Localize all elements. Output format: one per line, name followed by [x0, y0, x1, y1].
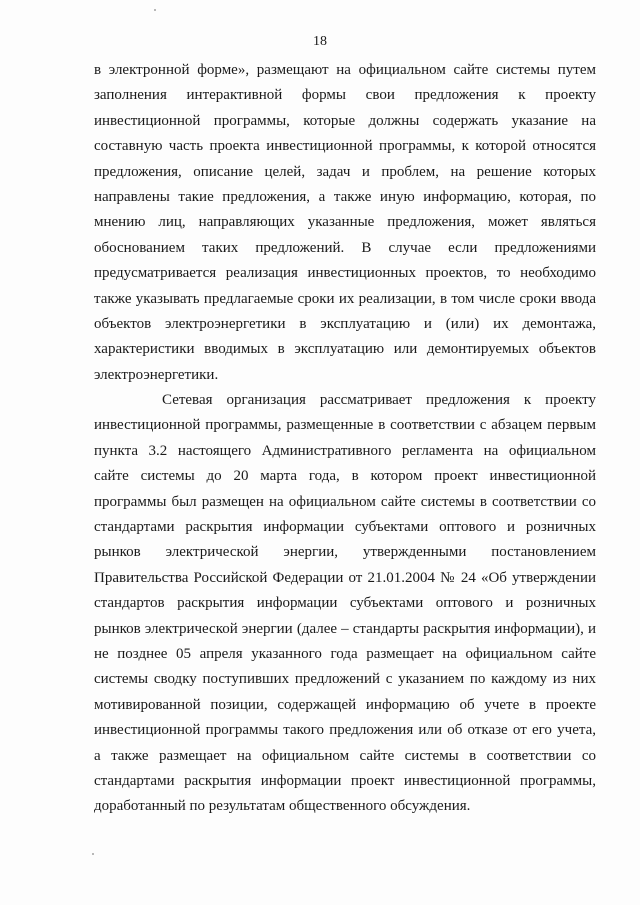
- text-line: в электронной форме», размещают на официальном сайте системы путем: [94, 62, 596, 78]
- paragraph-2: [94, 388, 596, 820]
- document-body: [94, 58, 596, 820]
- text-line: характеристики вводимых в эксплуатацию или демонтируемых объектов: [94, 341, 596, 358]
- text-line: заполнения интерактивной формы свои предложения к проекту: [94, 87, 596, 104]
- paragraph-1: [94, 58, 596, 388]
- text-line: стандартами раскрытия информации проект инвестиционной программы,: [94, 772, 596, 789]
- text-line: направлены такие предложения, а также иную информацию, которая, по: [94, 188, 596, 205]
- text-line: составную часть проекта инвестиционной программы, к которой относятся: [94, 138, 596, 155]
- text-line: стандартами раскрытия информации субъектами оптового и розничных: [94, 519, 596, 536]
- scan-speck: [154, 9, 156, 11]
- page-number: 18: [313, 34, 327, 49]
- text-line: также указывать предлагаемые сроки их реализации, в том числе сроки ввода: [94, 290, 596, 307]
- text-line: инвестиционной программы, размещенные в соответствии с абзацем первым: [94, 417, 596, 434]
- text-line: обоснованием таких предложений. В случае если предложениями: [94, 239, 596, 256]
- text-line: инвестиционной программы такого предложения или об отказе от его учета,: [94, 722, 596, 739]
- text-line: мнению лиц, направляющих указанные предложения, может являться: [94, 214, 596, 231]
- text-line: предусматривается реализация инвестиционных проектов, то необходимо: [94, 265, 596, 282]
- text-line: программы был размещен на официальном сайте системы в соответствии со: [94, 493, 596, 510]
- text-line: мотивированной позиции, содержащей информацию об учете в проекте: [94, 696, 596, 713]
- text-line: электроэнергетики.: [94, 366, 219, 383]
- scan-speck: [92, 853, 94, 855]
- text-line: рынков электрической энергии (далее – стандарты раскрытия информации), и: [94, 620, 596, 637]
- text-line: не позднее 05 апреля указанного года размещает на официальном сайте: [94, 645, 596, 662]
- text-line: доработанный по результатам общественного обсуждения.: [94, 798, 471, 815]
- text-line: рынков электрической энергии, утвержденными постановлением: [94, 544, 596, 561]
- text-line: объектов электроэнергетики в эксплуатацию и (или) их демонтажа,: [94, 315, 596, 332]
- text-line: Правительства Российской Федерации от 21.01.2004 № 24 «Об утверждении: [94, 569, 596, 586]
- text-line: предложения, описание целей, задач и проблем, на решение которых: [94, 163, 596, 180]
- text-line: стандартов раскрытия информации субъектами оптового и розничных: [94, 595, 596, 612]
- text-line: Сетевая организация рассматривает предложения к проекту: [162, 392, 596, 409]
- text-line: пункта 3.2 настоящего Административного регламента на официальном: [94, 442, 596, 459]
- text-line: инвестиционной программы, которые должны содержать указание на: [94, 112, 596, 129]
- text-line: системы сводку поступивших предложений с указанием по каждому из них: [94, 671, 596, 688]
- text-line: а также размещает на официальном сайте системы в соответствии со: [94, 747, 596, 764]
- text-line: сайте системы до 20 марта года, в котором проект инвестиционной: [94, 468, 596, 485]
